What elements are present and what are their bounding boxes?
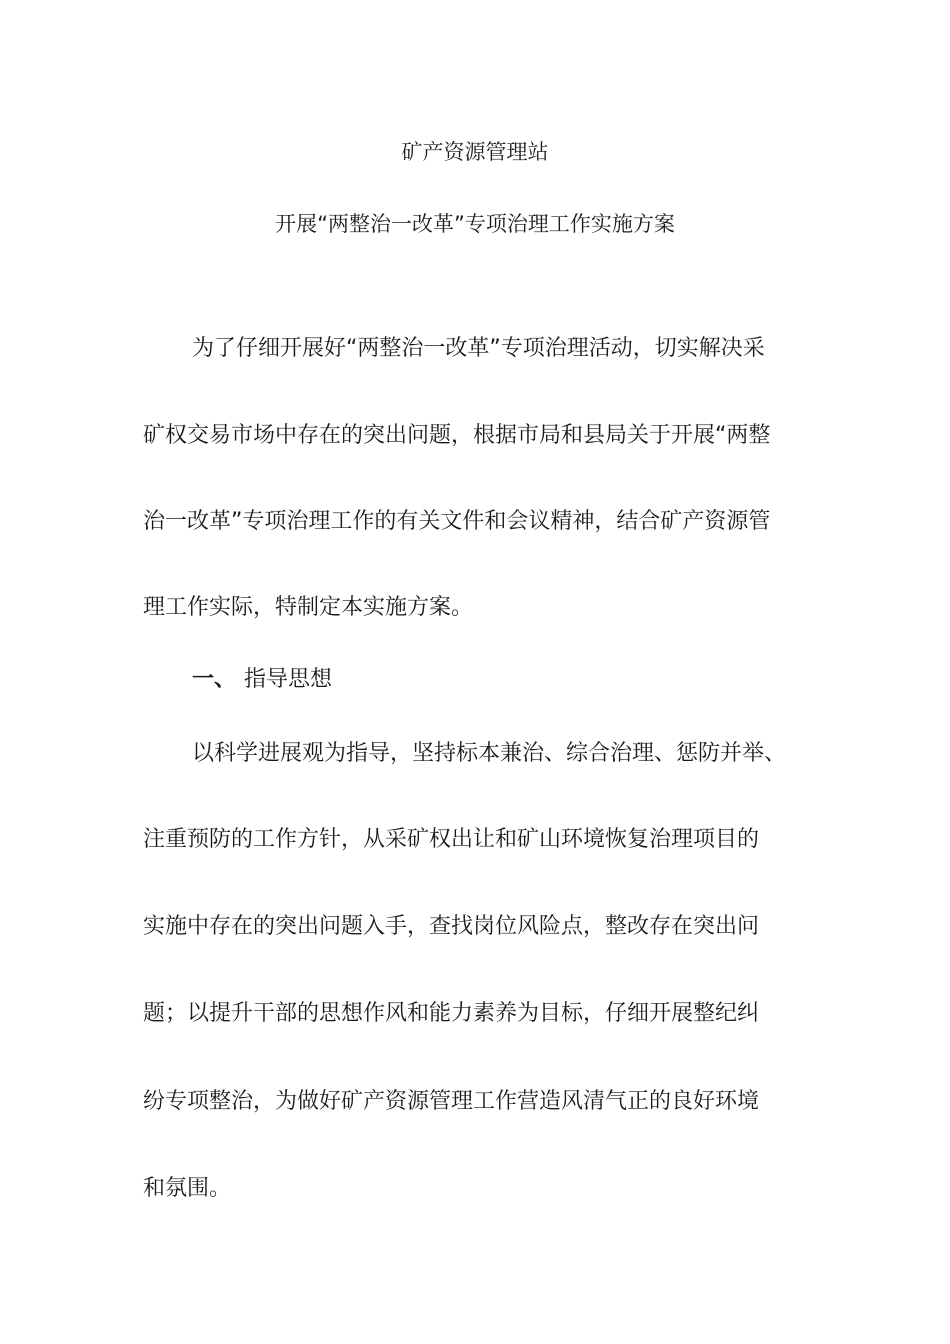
section-1-line-2: 注重预防的工作方针，从采矿权出让和矿山环境恢复治理项目的 (143, 827, 760, 852)
document-title-line-1: 矿产资源管理站 (401, 140, 549, 164)
section-1-line-6: 和氛围。 (143, 1176, 232, 1201)
intro-line-4: 理工作实际，特制定本实施方案。 (143, 595, 474, 620)
intro-line-3: 治一改革”专项治理工作的有关文件和会议精神，结合矿产资源管 (143, 509, 771, 534)
section-1-line-3: 实施中存在的突出问题入手，查找岗位风险点，整改存在突出问 (143, 914, 760, 939)
intro-line-1: 为了仔细开展好“两整治一改革”专项治理活动，切实解决采 (192, 336, 765, 361)
section-1-title: 指导思想 (244, 667, 333, 692)
document-title-line-2: 开展“两整治一改革”专项治理工作实施方案 (275, 212, 675, 236)
intro-line-2: 矿权交易市场中存在的突出问题，根据市局和县局关于开展“两整 (143, 423, 771, 448)
section-1-line-4: 题；以提升干部的思想作风和能力素养为目标，仔细开展整纪纠 (143, 1001, 760, 1026)
section-1-heading (192, 665, 332, 695)
section-1-line-1: 以科学进展观为指导，坚持标本兼治、综合治理、惩防并举、 (192, 741, 787, 766)
section-1-line-5: 纷专项整治，为做好矿产资源管理工作营造风清气正的良好环境 (143, 1089, 760, 1114)
section-1-number: 一、 (192, 667, 237, 692)
